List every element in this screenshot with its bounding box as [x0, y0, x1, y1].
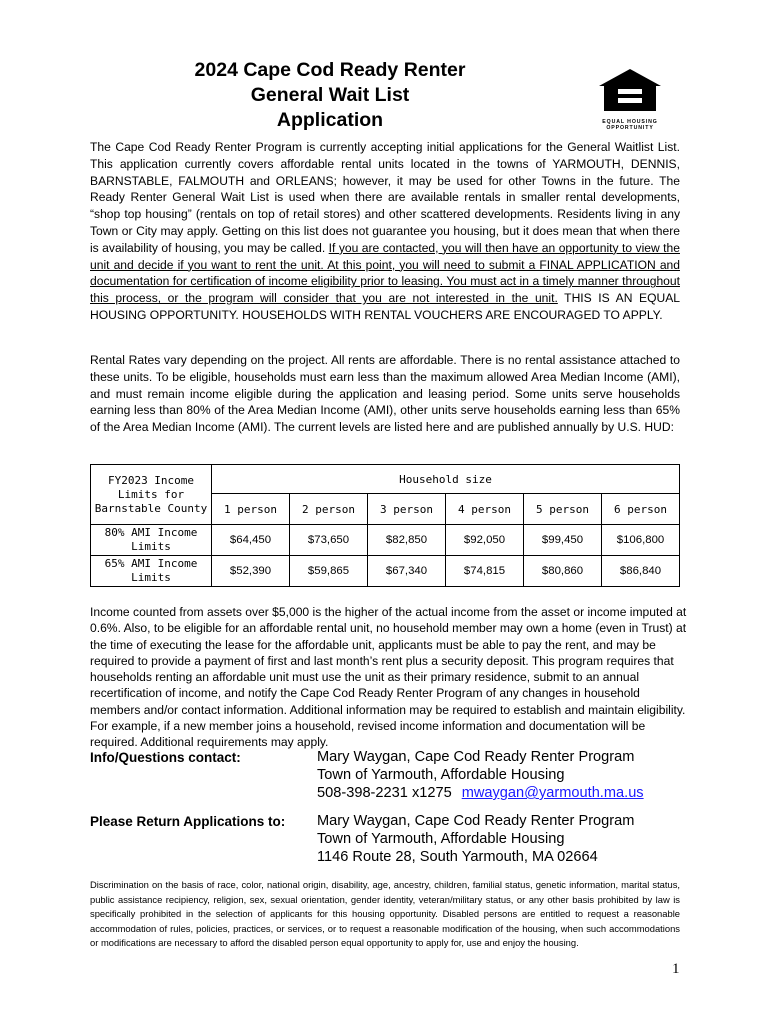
row-label: 65% AMI Income Limits — [91, 556, 212, 587]
row-label: 80% AMI Income Limits — [91, 525, 212, 556]
column-header: 3 person — [368, 494, 446, 525]
table-cell: $82,850 — [368, 525, 446, 556]
table-row — [91, 525, 680, 556]
contact-label: Info/Questions contact: — [90, 750, 241, 765]
income-limits-table — [90, 464, 680, 587]
column-header: 1 person — [212, 494, 290, 525]
table-cell: $80,860 — [524, 556, 602, 587]
column-header: 2 person — [290, 494, 368, 525]
contact-name: Mary Waygan, Cape Cod Ready Renter Program — [317, 749, 635, 765]
household-size-header: Household size — [212, 465, 680, 494]
table-cell: $99,450 — [524, 525, 602, 556]
page-title — [160, 58, 500, 133]
title-line-1: 2024 Cape Cod Ready Renter — [194, 59, 466, 81]
title-line-3: Application — [276, 109, 384, 131]
contact-email-link[interactable]: mwaygan@yarmouth.ma.us — [461, 785, 644, 801]
intro-underlined-text: If you are contacted, you will then have an opportunity to view the unit and decide if you want to rent the unit. At this point, you will need to submit a FINAL APPLICATION and documentation for certification of income eligibility prior to leasing. You must act in a timely manner throughout this process, or the program will consider that you are not interested in the unit. — [90, 240, 680, 306]
table-cell: $52,390 — [212, 556, 290, 587]
equal-housing-logo — [598, 68, 662, 131]
table-cell: $92,050 — [446, 525, 524, 556]
table-cell: $86,840 — [602, 556, 680, 587]
return-org: Town of Yarmouth, Affordable Housing — [317, 831, 565, 847]
intro-paragraph — [90, 139, 680, 324]
equal-housing-house-icon — [598, 68, 662, 112]
column-header: 4 person — [446, 494, 524, 525]
discrimination-disclaimer: Discrimination on the basis of race, color, national origin, disability, age, ancestry, children, familial status, genetic information, marital status, public assistance recipiency, religion, sex, sexual orientation, gender identity, veteran/military status, or any other basis prohibited by law is specifically prohibited in the selection of applicants for this housing opportunity. Disabled persons are entitled to request a reasonable accommodation of rules, policies, practices, or services, or to request a reasonable modification of the housing, when such accommodations or modifications are necessary to afford the disabled person equal opportunity to apply for, use and enjoy the housing. — [90, 879, 680, 949]
income-assets-paragraph: Income counted from assets over $5,000 is the higher of the actual income from the asset or income imputed at 0.6%. Also, to be eligible for an affordable rental unit, no household member may own a home (even in Trust) at the time of executing the lease for the affordable unit, applicants must be able to pay the rent, and may be required to provide a payment of first and last month’s rent plus a security deposit. This program requires that households renting an affordable unit must use the unit as their primary residence, submit to an annual recertification of income, and notify the Cape Cod Ready Renter Program of any changes in household members and/or contact information. Additional information may be required to establish and maintain eligibility. For example, if a new member joins a household, revised income information and documentation will be required. Additional requirements may apply. — [90, 605, 687, 750]
title-line-2: General Wait List — [250, 84, 410, 106]
column-header: 5 person — [524, 494, 602, 525]
contact-block — [317, 748, 644, 802]
table-cell: $74,815 — [446, 556, 524, 587]
return-address: 1146 Route 28, South Yarmouth, MA 02664 — [317, 849, 598, 865]
return-label: Please Return Applications to: — [90, 814, 286, 829]
return-block — [317, 812, 634, 866]
table-cell: $64,450 — [212, 525, 290, 556]
table-cell: $59,865 — [290, 556, 368, 587]
logo-caption-line-1: EQUAL HOUSING — [602, 119, 658, 125]
intro-text: The Cape Cod Ready Renter Program is currently accepting initial applications for the General Waitlist List. This application currently covers affordable rental units located in the towns of YARMOUTH, DENNIS, BARNSTABLE, FALMOUTH and ORLEANS; however, it may be used for other Towns in the future. The Ready Renter General Wait List is used when there are available rentals in smaller rental developments, “shop top housing” (rentals on top of retail stores) and other scattered developments. Residents living in any Town or City may apply. Getting on this list does not guarantee you housing, but it does mean that when there is availability of housing, you may be called. — [90, 140, 680, 255]
contact-phone-email — [317, 784, 644, 802]
page-number: 1 — [672, 961, 680, 977]
contact-org: Town of Yarmouth, Affordable Housing — [317, 767, 565, 783]
table-cell: $73,650 — [290, 525, 368, 556]
logo-caption-line-2: OPPORTUNITY — [606, 125, 654, 131]
table-cell: $67,340 — [368, 556, 446, 587]
intro-tail-text: THIS IS AN EQUAL HOUSING OPPORTUNITY. HOUSEHOLDS WITH RENTAL VOUCHERS ARE ENCOURAGED TO APPLY. — [90, 291, 681, 322]
column-header: 6 person — [602, 494, 680, 525]
table-header-row — [91, 465, 680, 494]
table-row — [91, 556, 680, 587]
rental-rates-paragraph: Rental Rates vary depending on the project. All rents are affordable. There is no rental assistance attached to these units. To be eligible, households must earn less than the maximum allowed Area Median Income (AMI), and must remain income eligible during the application and leasing period. Some units serve households earning less than 80% of the Area Median Income (AMI), other units serve households earning less than 65% of the Area Median Income (AMI). The current levels are listed here and are published annually by U.S. HUD: — [90, 353, 680, 435]
contact-phone: 508-398-2231 x1275 — [317, 785, 452, 801]
table-corner-label: FY2023 Income Limits for Barnstable County — [91, 465, 212, 525]
table-cell: $106,800 — [602, 525, 680, 556]
return-name: Mary Waygan, Cape Cod Ready Renter Program — [317, 813, 635, 829]
logo-caption — [598, 119, 662, 131]
